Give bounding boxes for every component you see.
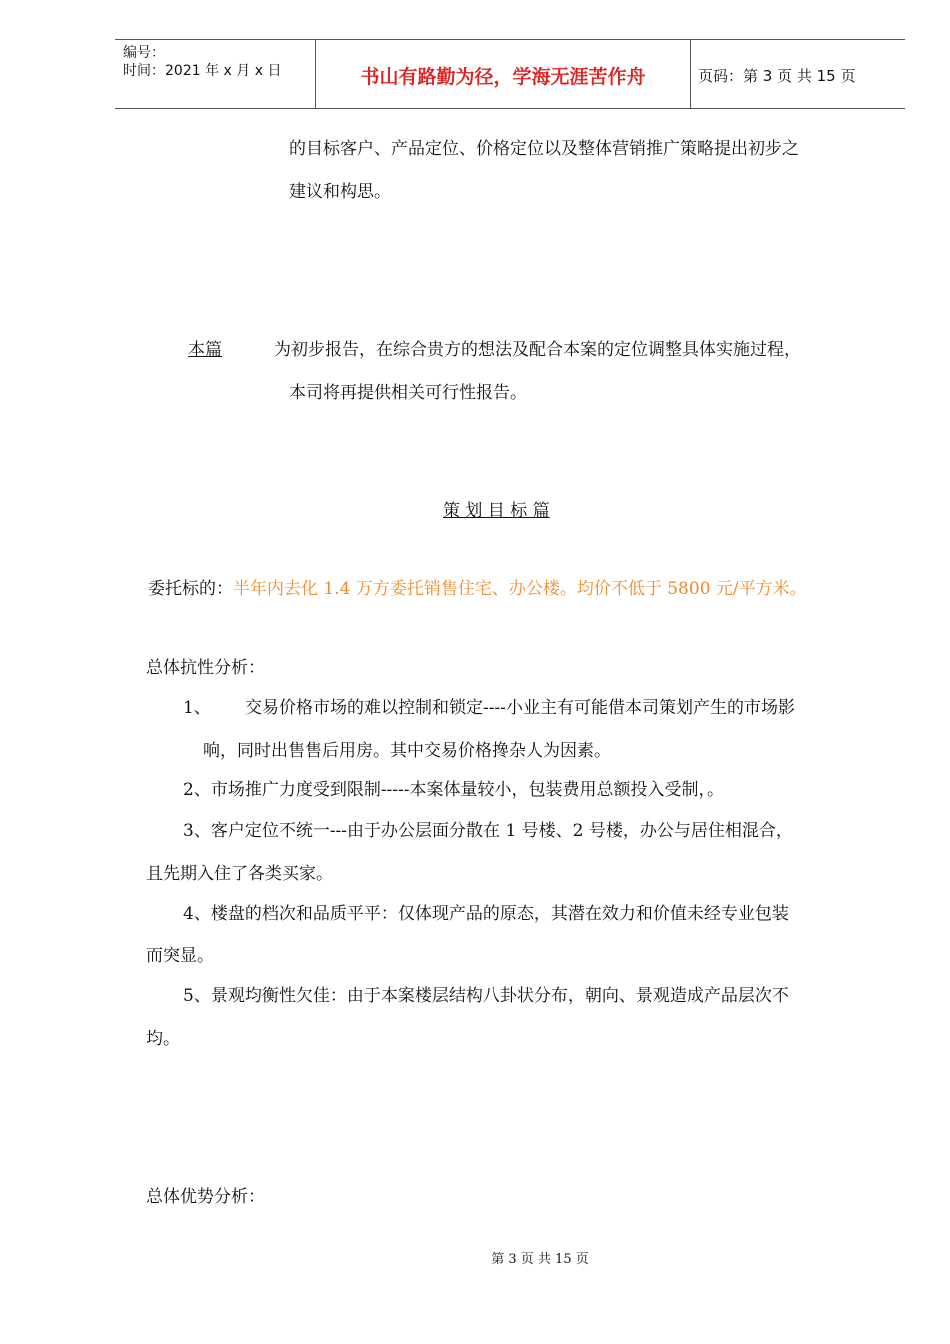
document-date-label: 时间：2021 年 x 月 x 日 (123, 63, 282, 79)
item-4-continuation: 而突显。 (146, 946, 214, 966)
header-motto-cell (315, 40, 691, 108)
target-label: 委托标的： (148, 579, 233, 599)
header-motto: 书山有路勤为径，学海无涯苦作舟 (360, 66, 646, 88)
page-header (115, 39, 905, 109)
intro-line-2: 建议和构思。 (289, 182, 391, 202)
target-text: 半年内去化 1.4 万方委托销售住宅、办公楼。均价不低于 5800 元/平方米。 (233, 579, 807, 599)
item-1-continuation: 响，同时出售售后用房。其中交易价格搀杂人为因素。 (203, 741, 611, 761)
note-label: 本篇 (188, 340, 222, 360)
note-line-2: 本司将再提供相关可行性报告。 (289, 383, 527, 403)
target-paragraph (148, 578, 807, 600)
item-4-text: 4、楼盘的档次和品质平平：仅体现产品的原态，其潜在效力和价值未经专业包装 (183, 904, 789, 924)
note-line-1: 为初步报告，在综合贵方的想法及配合本案的定位调整具体实施过程， (274, 340, 801, 360)
item-1-number: 1、 (183, 698, 211, 718)
section-title: 策 划 目 标 篇 (443, 501, 550, 521)
item-1-text: 交易价格市场的难以控制和锁定----小业主有可能借本司策划产生的市场影 (245, 698, 795, 718)
header-left-cell (115, 40, 315, 108)
advantage-heading: 总体优势分析： (146, 1187, 265, 1207)
header-page-info: 页码：第 3 页 共 15 页 (698, 67, 856, 85)
intro-line-1: 的目标客户、产品定位、价格定位以及整体营销推广策略提出初步之 (289, 139, 799, 159)
resistance-heading: 总体抗性分析： (146, 658, 265, 678)
document-number-label: 编号： (123, 45, 165, 61)
header-page-cell (690, 40, 905, 108)
page-footer: 第 3 页 共 15 页 (491, 1252, 589, 1267)
item-5-continuation: 均。 (146, 1029, 180, 1049)
item-2-text: 2、市场推广力度受到限制-----本案体量较小，包装费用总额投入受制，。 (183, 780, 725, 800)
item-5-text: 5、景观均衡性欠佳：由于本案楼层结构八卦状分布，朝向、景观造成产品层次不 (183, 986, 789, 1006)
item-3-text: 3、客户定位不统一---由于办公层面分散在 1 号楼、2 号楼，办公与居住相混合， (183, 821, 793, 841)
item-3-continuation: 且先期入住了各类买家。 (146, 864, 333, 884)
